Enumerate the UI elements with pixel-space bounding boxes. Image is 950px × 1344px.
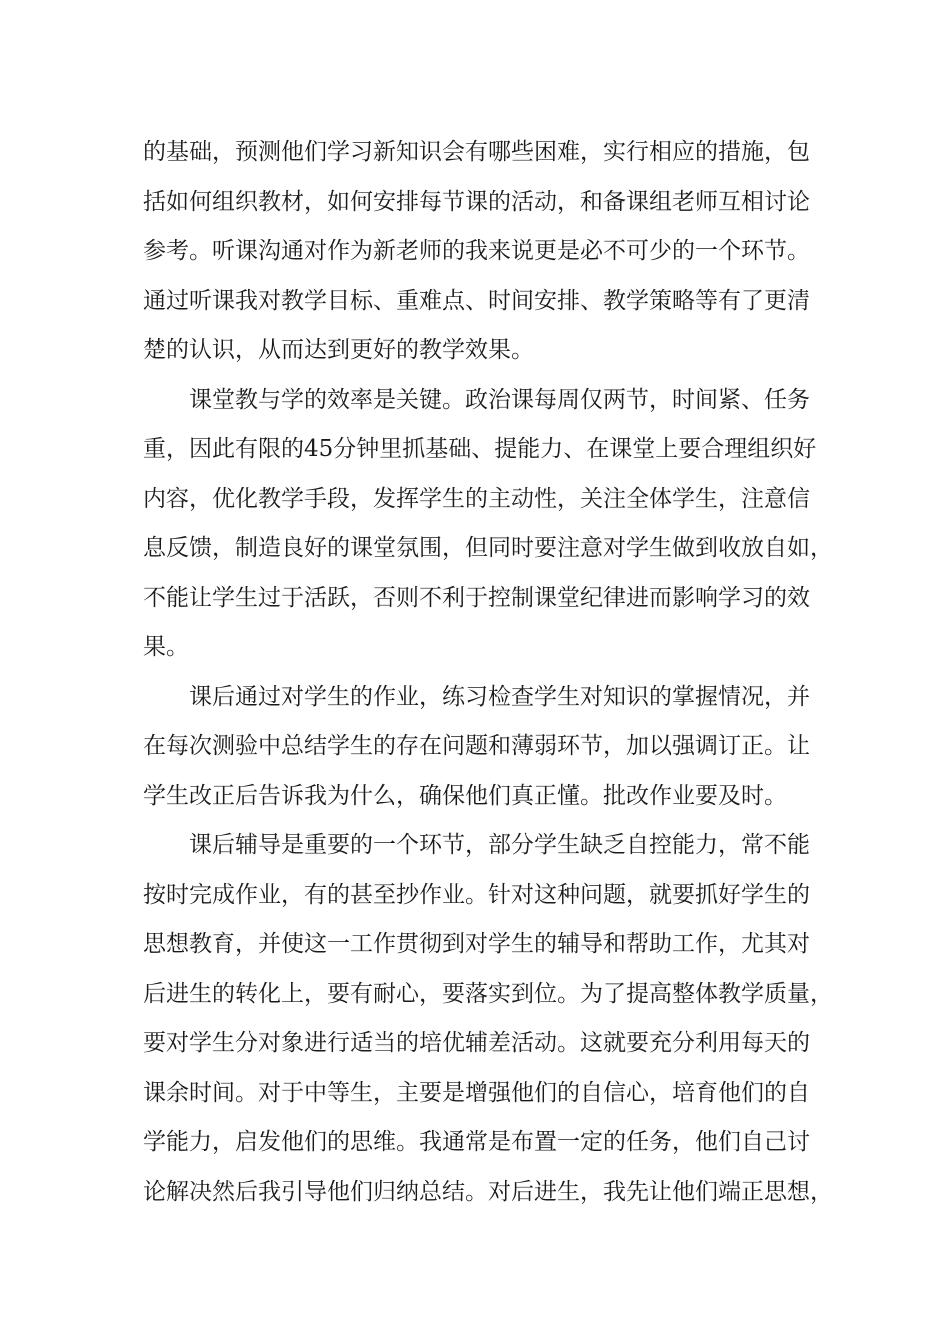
paragraph-1 [143, 128, 815, 376]
text-line: 课后通过对学生的作业，练习检查学生对知识的掌握情况，并 [189, 683, 810, 710]
text-line: 思想教育，并使这一工作贯彻到对学生的辅导和帮助工作，尤其对 [143, 931, 810, 957]
text-line: 的基础，预测他们学习新知识会有哪些困难，实行相应的措施，包 [143, 139, 810, 165]
text-line: 课后辅导是重要的一个环节，部分学生缺乏自控能力，常不能 [189, 832, 810, 858]
text-line: 课余时间。对于中等生，主要是增强他们的自信心，培育他们的自 [143, 1079, 810, 1106]
text-line: 括如何组织教材，如何安排每节课的活动，和备课组老师互相讨论 [143, 188, 810, 215]
document-body [143, 128, 833, 1217]
text-line: 课堂教与学的效率是关键。政治课每周仅两节，时间紧、任务 [189, 386, 810, 413]
text-line: 论解决然后我引导他们归纳总结。对后进生，我先让他们端正思想， [143, 1178, 833, 1205]
text-line: 后进生的转化上，要有耐心，要落实到位。为了提高整体教学质量， [143, 980, 833, 1007]
text-line: 果。 [143, 634, 189, 660]
paragraph-2 [143, 376, 833, 673]
paragraph-4 [143, 821, 833, 1217]
paragraph-3 [143, 673, 815, 822]
text-line: 学能力，启发他们的思维。我通常是布置一定的任务，他们自己讨 [143, 1129, 810, 1155]
text-line: 在每次测验中总结学生的存在问题和薄弱环节，加以强调订正。让 [143, 733, 810, 759]
text-line: 通过听课我对教学目标、重难点、时间安排、教学策略等有了更清 [143, 287, 810, 314]
text-line: 楚的认识，从而达到更好的教学效果。 [143, 337, 534, 363]
text-line: 不能让学生过于活跃，否则不利于控制课堂纪律进而影响学习的效 [143, 584, 810, 611]
text-line: 息反馈，制造良好的课堂氛围，但同时要注意对学生做到收放自如， [143, 535, 833, 561]
text-line: 按时完成作业，有的甚至抄作业。针对这种问题，就要抓好学生的 [143, 881, 810, 908]
text-line: 学生改正后告诉我为什么，确保他们真正懂。批改作业要及时。 [143, 782, 787, 809]
text-line: 参考。听课沟通对作为新老师的我来说更是必不可少的一个环节。 [143, 238, 810, 264]
text-line: 内容，优化教学手段，发挥学生的主动性，关注全体学生，注意信 [143, 485, 810, 512]
text-line: 要对学生分对象进行适当的培优辅差活动。这就要充分利用每天的 [143, 1030, 810, 1056]
text-line: 重，因此有限的45分钟里抓基础、提能力、在课堂上要合理组织好 [143, 436, 817, 462]
